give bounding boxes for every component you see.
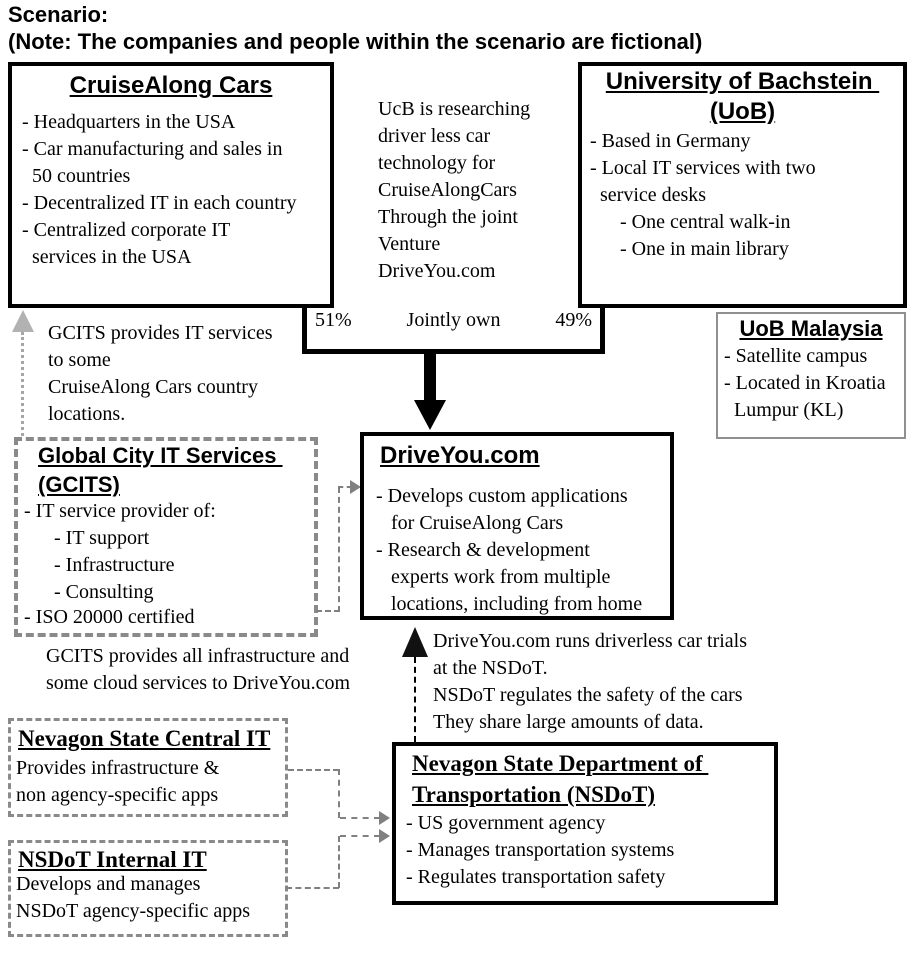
- driveyou-line: for CruiseAlong Cars: [376, 512, 564, 534]
- driveyou-title: DriveYou.com: [380, 442, 540, 469]
- cruisealong-line: services in the USA: [22, 246, 192, 268]
- internal-it-nsdot-connector-h1: [286, 887, 339, 889]
- internal-it-line: Develops and manages: [16, 873, 201, 895]
- scenario-heading-line1: Scenario:: [8, 2, 109, 27]
- uob-line: - Local IT services with two: [590, 157, 816, 179]
- central-it-nsdot-arrow-right-icon: [379, 811, 390, 825]
- uob-line: - One in main library: [590, 238, 789, 260]
- central-it-line: non agency-specific apps: [16, 784, 219, 806]
- uob-malaysia-line: Lumpur (KL): [724, 399, 844, 421]
- cruisealong-title: CruiseAlong Cars: [69, 72, 273, 99]
- cruisealong-line: - Car manufacturing and sales in: [22, 138, 283, 160]
- nsdot-note-line: at the NSDoT.: [433, 657, 548, 679]
- joint-venture-note-line: UcB is researching: [378, 98, 531, 120]
- driveyou-line: - Develops custom applications: [376, 485, 628, 507]
- internal-it-nsdot-connector-h2: [340, 835, 380, 837]
- scenario-heading-line2: (Note: The companies and people within the scenario are fictional): [8, 29, 703, 54]
- internal-it-title: NSDoT Internal IT: [18, 847, 207, 872]
- gcits-note-line: to some: [48, 349, 111, 371]
- uob-malaysia-box: [716, 312, 906, 439]
- central-it-nsdot-connector-h1: [288, 769, 339, 771]
- gcits-cruisealong-arrow-stem: [21, 332, 24, 436]
- gcits-line: - ISO 20000 certified: [24, 606, 195, 628]
- gcits-line: - IT support: [24, 527, 150, 549]
- gcits-title-line2: (GCITS): [38, 472, 120, 497]
- gcits-infra-note-line: some cloud services to DriveYou.com: [46, 672, 351, 694]
- gcits-driveyou-connector-h1: [316, 610, 340, 612]
- gcits-cruisealong-arrow-up-icon: [12, 310, 34, 332]
- nsdot-note-line: NSDoT regulates the safety of the cars: [433, 684, 743, 706]
- central-it-box: [8, 718, 288, 817]
- central-it-title: Nevagon State Central IT: [18, 726, 271, 751]
- nsdot-driveyou-arrow-stem: [414, 657, 416, 742]
- uob-malaysia-line: - Satellite campus: [724, 345, 868, 367]
- internal-it-line: NSDoT agency-specific apps: [16, 900, 251, 922]
- internal-it-box: [8, 840, 288, 937]
- central-it-line: Provides infrastructure &: [16, 757, 220, 779]
- nsdot-note-line: DriveYou.com runs driverless car trials: [433, 630, 748, 652]
- cruisealong-line: - Centralized corporate IT: [22, 219, 231, 241]
- gcits-line: - IT service provider of:: [24, 500, 216, 522]
- ownership-label: Jointly own: [406, 309, 501, 331]
- ownership-arrow-stem: [424, 354, 436, 400]
- nsdot-title-line1: Nevagon State Department of: [412, 751, 709, 776]
- nsdot-line: - US government agency: [406, 812, 606, 834]
- uob-line: - One central walk-in: [590, 211, 791, 233]
- joint-venture-note-line: technology for: [378, 152, 496, 174]
- nsdot-line: - Manages transportation systems: [406, 839, 675, 861]
- gcits-note-line: locations.: [48, 403, 126, 425]
- joint-venture-note-line: Through the joint: [378, 206, 518, 228]
- joint-venture-note-line: CruiseAlongCars: [378, 179, 517, 201]
- ownership-bracket: [302, 306, 605, 354]
- central-it-nsdot-connector-v: [338, 769, 340, 818]
- nsdot-driveyou-arrow-up-icon: [402, 627, 428, 657]
- gcits-infra-note-line: GCITS provides all infrastructure and: [46, 645, 350, 667]
- central-it-nsdot-connector-h2: [340, 817, 380, 819]
- cruisealong-box: [8, 62, 334, 308]
- ownership-right-percent: 49%: [555, 309, 592, 331]
- ownership-left-percent: 51%: [315, 309, 352, 331]
- uob-title-line2: (UoB): [709, 98, 776, 125]
- uob-line: - Based in Germany: [590, 130, 751, 152]
- nsdot-title-line2: Transportation (NSDoT): [412, 782, 656, 807]
- gcits-line: - Consulting: [24, 581, 154, 603]
- uob-malaysia-title: UoB Malaysia: [739, 316, 883, 341]
- uob-box: [578, 62, 907, 308]
- internal-it-nsdot-connector-v: [338, 836, 340, 888]
- gcits-driveyou-connector-v: [338, 487, 340, 612]
- nsdot-line: - Regulates transportation safety: [406, 866, 666, 888]
- uob-malaysia-line: - Located in Kroatia: [724, 372, 886, 394]
- joint-venture-note-line: Venture: [378, 233, 441, 255]
- uob-line: service desks: [590, 184, 707, 206]
- gcits-box: [14, 437, 318, 637]
- joint-venture-note-line: DriveYou.com: [378, 260, 496, 282]
- gcits-note-line: GCITS provides IT services: [48, 322, 273, 344]
- gcits-note-line: CruiseAlong Cars country: [48, 376, 258, 398]
- driveyou-box: [360, 432, 674, 620]
- driveyou-line: locations, including from home: [376, 593, 643, 615]
- internal-it-nsdot-arrow-right-icon: [379, 829, 390, 843]
- nsdot-box: [392, 742, 778, 905]
- cruisealong-line: 50 countries: [22, 165, 131, 187]
- ownership-arrow-down-icon: [414, 400, 446, 430]
- driveyou-line: - Research & development: [376, 539, 590, 561]
- nsdot-note-line: They share large amounts of data.: [433, 711, 704, 733]
- cruisealong-line: - Decentralized IT in each country: [22, 192, 297, 214]
- gcits-title-line1: Global City IT Services: [38, 443, 283, 468]
- gcits-line: - Infrastructure: [24, 554, 175, 576]
- uob-title-line1: University of Bachstein: [605, 68, 880, 95]
- driveyou-line: experts work from multiple: [376, 566, 611, 588]
- cruisealong-line: - Headquarters in the USA: [22, 111, 236, 133]
- joint-venture-note-line: driver less car: [378, 125, 491, 147]
